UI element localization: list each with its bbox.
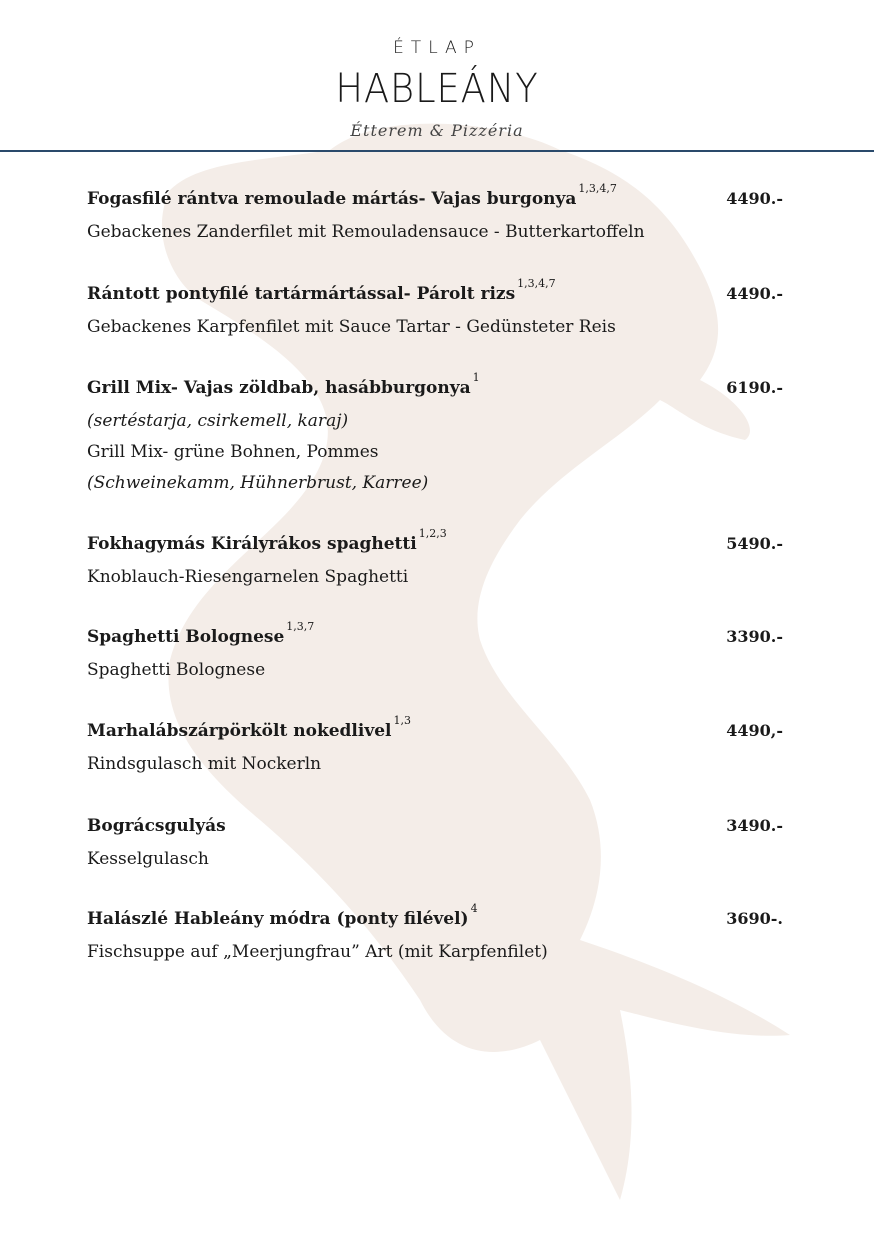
item-allergens: 1,3,7 <box>286 620 315 633</box>
item-description: Gebackenes Karpfenfilet mit Sauce Tartar - Gedünsteter Reis <box>87 317 616 337</box>
item-title: Grill Mix- Vajas zöldbab, hasábburgonya$^1$ <box>87 371 480 398</box>
item-title: Fogasfilé rántva remoulade mártás- Vajas burgonya$^{1,3,4,7}$ <box>87 182 617 209</box>
item-price: 3390.- <box>726 627 783 646</box>
item-title: Rántott pontyfilé tartármártással- Párolt rizs$^{1,3,4,7}$ <box>87 277 556 304</box>
item-price: 4490.- <box>726 189 783 208</box>
restaurant-subtitle: Étterem & Pizzéria <box>350 121 524 140</box>
menu-item <box>87 902 787 963</box>
menu-item <box>87 620 787 681</box>
item-title: Spaghetti Bolognese$^{1,3,7}$ <box>87 620 315 647</box>
item-description: Rindsgulasch mit Nockerln <box>87 754 322 774</box>
menu-item <box>87 277 787 338</box>
item-allergens: 1,3 <box>393 714 411 727</box>
menu-header <box>0 0 874 152</box>
menu-item <box>87 371 787 494</box>
item-allergens: 1,3,4,7 <box>517 277 556 290</box>
item-price: 6190.- <box>726 378 783 397</box>
menu-item <box>87 182 787 243</box>
item-allergens: 1,2,3 <box>418 527 447 540</box>
item-price: 3490.- <box>726 816 783 835</box>
item-price: 3690-. <box>726 909 783 928</box>
item-allergens: 1 <box>472 371 480 384</box>
item-description: Knoblauch-Riesengarnelen Spaghetti <box>87 567 409 587</box>
item-title: Fokhagymás Királyrákos spaghetti$^{1,2,3}$ <box>87 527 447 554</box>
item-allergens: 1,3,4,7 <box>578 182 617 195</box>
item-title: Marhalábszárpörkölt nokedlivel$^{1,3}$ <box>87 714 411 741</box>
menu-item <box>87 714 787 775</box>
item-description: Fischsuppe auf „Meerjungfrau” Art (mit Karpfenfilet) <box>87 942 548 962</box>
item-description: Grill Mix- grüne Bohnen, Pommes <box>87 442 379 462</box>
item-note: (Schweinekamm, Hühnerbrust, Karree) <box>87 473 429 493</box>
item-description: Gebackenes Zanderfilet mit Remouladensauce - Butterkartoffeln <box>87 222 645 242</box>
item-price: 4490,- <box>726 721 783 740</box>
header-divider <box>0 150 874 152</box>
item-allergens: 4 <box>470 902 478 915</box>
item-price: 5490.- <box>726 534 783 553</box>
menu-item <box>87 815 787 870</box>
item-title: Bográcsgulyás <box>87 816 226 836</box>
menu-item <box>87 527 787 588</box>
menu-label: ÉTLAP <box>393 38 481 58</box>
item-description: Kesselgulasch <box>87 849 209 869</box>
item-description: Spaghetti Bolognese <box>87 660 266 680</box>
item-note: (sertéstarja, csirkemell, karaj) <box>87 411 349 431</box>
item-title: Halászlé Hableány módra (ponty filével)$^4$ <box>87 902 478 929</box>
restaurant-name: HABLEÁNY <box>335 66 539 112</box>
item-price: 4490.- <box>726 284 783 303</box>
